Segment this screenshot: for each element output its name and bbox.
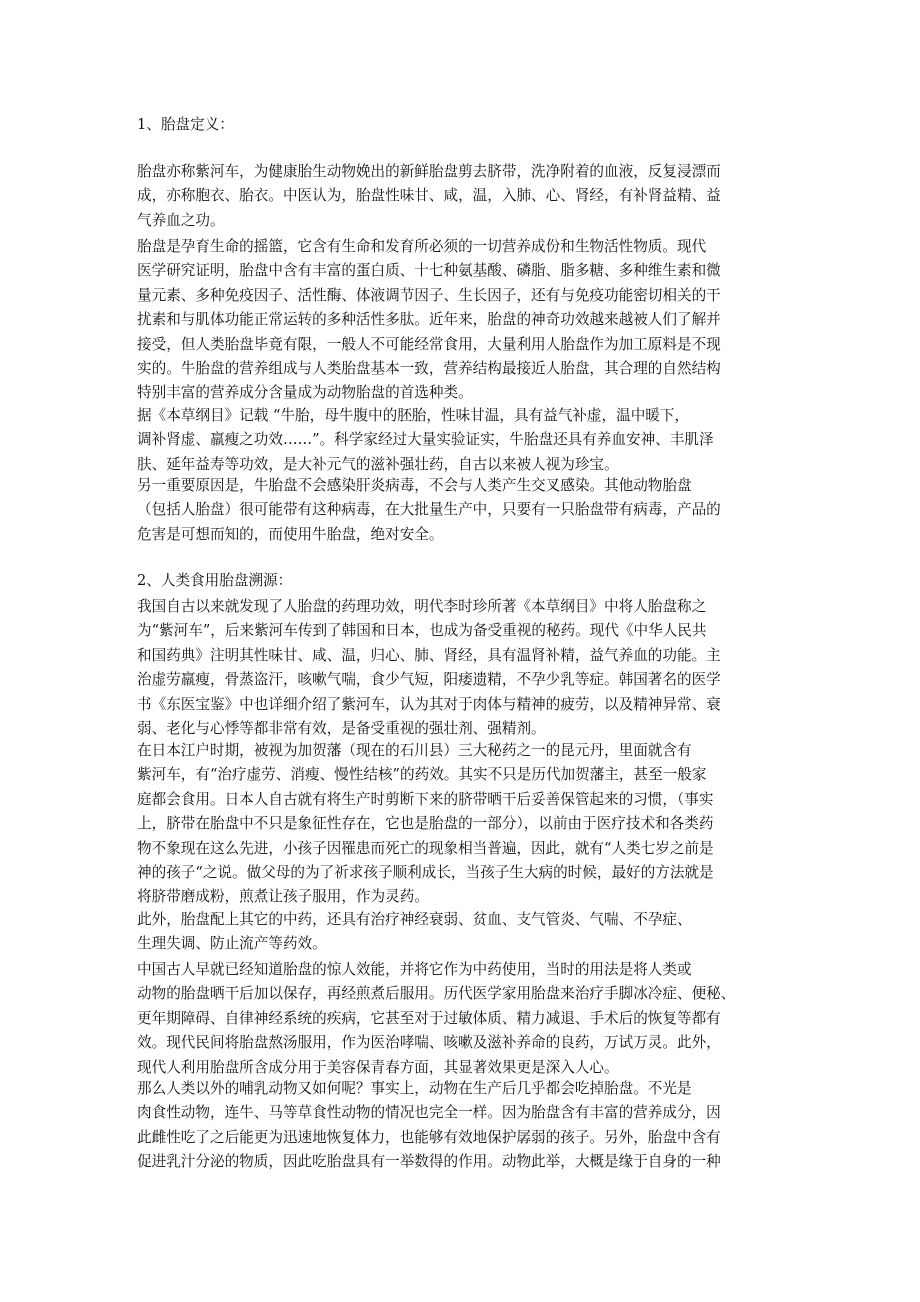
text-line: 扰素和与肌体功能正常运转的多种活性多肽。近年来，胎盘的神奇功效越来越被人们了解并	[137, 311, 721, 329]
text-line: 书《东医宝鉴》中也详细介绍了紫河车，认为其对于肉体与精神的疲劳，以及精神异常、衰	[137, 695, 721, 713]
text-line: 肉食性动物，连牛、马等草食性动物的情况也完全一样。因为胎盘含有丰富的营养成分，因	[137, 1104, 721, 1122]
text-line: 量元素、多种免疫因子、活性酶、体液调节因子、生长因子，还有与免疫功能密切相关的干	[137, 286, 721, 304]
text-line: 促进乳汁分泌的物质，因此吃胎盘具有一举数得的作用。动物此举，大概是缘于自身的一种	[137, 1153, 721, 1171]
text-line: 弱、老化与心悸等都非常有效，是备受重视的强壮剂、强精剂。	[137, 719, 546, 737]
text-line: 在日本江户时期，被视为加贺藩（现在的石川县）三大秘药之一的昆元丹，里面就含有	[137, 742, 692, 759]
text-line: 气养血之功。	[137, 211, 225, 229]
paragraph-history-japan	[137, 739, 787, 910]
text-line: 神的孩子“之说。做父母的为了祈求孩子顺利成长，当孩子生大病的时候，最好的方法就是	[137, 863, 714, 881]
text-line: 此雌性吃了之后能更为迅速地恢复体力，也能够有效地保护孱弱的孩子。另外，胎盘中含有	[137, 1128, 721, 1146]
text-line: （包括人胎盘）很可能带有这种病毒，在大批量生产中，只要有一只胎盘带有病毒，产品的	[137, 501, 721, 519]
text-line: 中国古人早就已经知道胎盘的惊人效能，并将它作为中药使用，当时的用法是将人类或	[137, 961, 692, 978]
text-line: 医学研究证明，胎盘中含有丰富的蛋白质、十七种氨基酸、磷脂、脂多糖、多种维生素和微	[137, 262, 721, 280]
text-line: 物不象现在这么先进，小孩子因罹患而死亡的现象相当普遍，因此，就有“人类七岁之前是	[137, 839, 714, 857]
text-line: 现代人利用胎盘所含成分用于美容保青春方面，其显著效果更是深入人心。	[137, 1058, 619, 1076]
text-line: 成，亦称胞衣、胎衣。中医认为，胎盘性味甘、咸，温，入肺、心、肾经，有补肾益精、益	[137, 187, 721, 205]
text-line: 接受，但人类胎盘毕竟有限，一般人不可能经常食用，大量利用人胎盘作为加工原料是不现	[137, 335, 721, 353]
text-line: 治虚劳羸瘦，骨蒸盗汗，咳嗽气喘，食少气短，阳痿遗精，不孕少乳等症。韩国著名的医学	[137, 671, 721, 689]
text-line: 肤、延年益寿等功效，是大补元气的滋补强壮药，自古以来被人视为珍宝。	[137, 455, 619, 473]
paragraph-placenta-definition	[137, 160, 787, 233]
paragraph-ancient-usage	[137, 958, 787, 1080]
text-line: 胎盘是孕育生命的摇篮，它含有生命和发育所必须的一切营养成份和生物活性物质。现代	[137, 238, 707, 255]
text-line: 胎盘亦称紫河车，为健康胎生动物娩出的新鲜胎盘剪去脐带，洗净附着的血液，反复浸漂而	[137, 163, 721, 180]
text-line: 上，脐带在胎盘中不只是象征性存在，它也是胎盘的一部分），以前由于医疗技术和各类药	[137, 815, 714, 833]
text-line: 为“紫河车”，后来紫河车传到了韩国和日本，也成为备受重视的秘药。现代《中华人民共	[137, 622, 707, 640]
text-line: 另一重要原因是，牛胎盘不会感染肝炎病毒，不会与人类产生交叉感染。其他动物胎盘	[137, 477, 692, 494]
text-line: 紫河车，有“治疗虚劳、消瘦、慢性结核”的药效。其实不只是历代加贺藩主，甚至一般家	[137, 766, 707, 784]
text-line: 将脐带磨成粉，煎煮让孩子服用，作为灵药。	[137, 888, 429, 906]
text-line: 调补肾虚、羸瘦之功效……”。科学家经过大量实验证实，牛胎盘还具有养血安神、丰肌泽	[137, 431, 714, 449]
section-1-heading: 1、胎盘定义：	[137, 116, 234, 133]
text-line: 特别丰富的营养成分含量成为动物胎盘的首选种类。	[137, 384, 473, 402]
text-line: 动物的胎盘晒干后加以保存，再经煎煮后服用。历代医学家用胎盘来治疗手脚冰冷症、便秘、	[137, 985, 736, 1003]
text-line: 庭都会食用。日本人自古就有将生产时剪断下来的脐带晒干后妥善保管起来的习惯，（事实	[137, 790, 714, 808]
paragraph-mammals	[137, 1077, 787, 1175]
text-line: 生理失调、防止流产等药效。	[137, 935, 327, 953]
paragraph-history-china	[137, 595, 787, 741]
text-line: 效。现代民间将胎盘熬汤服用，作为医治哮喘、咳嗽及滋补养命的良药，万试万灵。此外，	[137, 1034, 721, 1052]
paragraph-other-effects	[137, 908, 787, 957]
text-line: 危害是可想而知的，而使用牛胎盘，绝对安全。	[137, 525, 444, 543]
paragraph-bencao-record	[137, 404, 787, 477]
text-line: 实的。牛胎盘的营养组成与人类胎盘基本一致，营养结构最接近人胎盘，其合理的自然结构	[137, 359, 721, 377]
paragraph-placenta-nutrients	[137, 235, 787, 406]
text-line: 我国自古以来就发现了人胎盘的药理功效，明代李时珍所著《本草纲目》中将人胎盘称之	[137, 598, 707, 615]
text-line: 据《本草纲目》记载 “牛胎，母牛腹中的胚胎，性味甘温，具有益气补虚，温中暖下，	[137, 407, 690, 424]
paragraph-safety	[137, 474, 787, 547]
section-2-heading: 2、人类食用胎盘溯源：	[137, 572, 293, 589]
text-line: 那么人类以外的哺乳动物又如何呢？事实上，动物在生产后几乎都会吃掉胎盘。不光是	[137, 1080, 692, 1097]
text-line: 更年期障碍、自律神经系统的疾病，它甚至对于过敏体质、精力减退、手术后的恢复等都有	[137, 1009, 721, 1027]
text-line: 和国药典》注明其性味甘、咸、温，归心、肺、肾经，具有温肾补精，益气养血的功能。主	[137, 646, 721, 664]
text-line: 此外，胎盘配上其它的中药，还具有治疗神经衰弱、贫血、支气管炎、气喘、不孕症、	[137, 911, 692, 928]
